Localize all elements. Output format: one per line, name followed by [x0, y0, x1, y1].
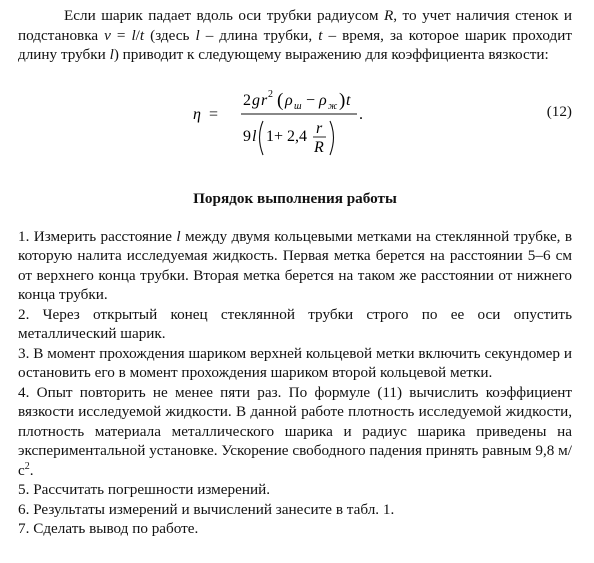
section-heading: Порядок выполнения работы — [193, 189, 397, 207]
intro-text: – длина трубки, — [199, 26, 319, 44]
formula-g: g — [252, 91, 260, 109]
list-item: 5. Рассчитать погрешности измерений. — [18, 481, 271, 498]
intro-text: , то учет наличия стенок и подстановка — [18, 7, 572, 44]
formula-close-paren: ) — [339, 89, 346, 111]
list-item: 2. Через открытый конец стеклянной трубки строго по ее оси опустить металлический шарик. — [18, 305, 572, 342]
formula-frac-num: r — [316, 119, 323, 137]
equals-sign: = — [110, 26, 132, 44]
formula-rho-zh: ρ — [319, 91, 327, 109]
formula-t: t — [346, 91, 351, 109]
symbol-l: l — [176, 227, 181, 245]
formula-open-paren: ( — [277, 89, 284, 111]
equation-number: (12) — [546, 102, 572, 120]
intro-text: ) приводит к следующему выражению для коэффициента вязкости: — [113, 46, 549, 63]
formula-big-close-paren — [330, 121, 334, 155]
formula-equals: = — [209, 105, 219, 123]
step-text: 4. Опыт повторить не менее пяти раз. По формуле (11) вычислить коэффициент вязкости исследуемой жидкости. В данной работе плотность исследуемой жидкости, плотность материала металлического шарика и радиус шарика приведены на экспериментальной установке. Ускорение свободного падения принять равным 9,8 м/с — [18, 383, 572, 479]
symbol-l: l — [131, 26, 136, 44]
step-text: . — [29, 461, 34, 479]
formula-eta: η — [193, 105, 201, 123]
symbol-l: l — [195, 26, 200, 44]
formula-frac-den: R — [314, 138, 324, 156]
slash-sign: / — [135, 26, 140, 44]
symbol-v: v — [104, 26, 111, 44]
document-page — [18, 6, 572, 539]
list-item — [18, 383, 572, 481]
formula-big-open-paren — [260, 121, 264, 155]
procedure-list — [18, 227, 572, 539]
symbol-t: t — [139, 26, 145, 44]
intro-text: – время, за которое шарик проходит длину трубки — [18, 26, 572, 63]
formula-sub-zh: ж — [328, 100, 338, 112]
list-item: 6. Результаты измерений и вычислений занесите в табл. 1. — [18, 500, 395, 518]
symbol-l: l — [109, 46, 114, 63]
list-item — [18, 227, 572, 305]
list-item: 7. Сделать вывод по работе. — [18, 520, 199, 537]
intro-text: Если шарик падает вдоль оси трубки радиусом — [64, 7, 384, 24]
formula-coef: 2,4 — [287, 127, 307, 145]
formula-num-2: 2 — [243, 91, 251, 109]
intro-paragraph — [18, 6, 572, 65]
superscript: 2 — [24, 460, 30, 472]
step-text: 1. Измерить расстояние — [18, 227, 177, 245]
formula-den-9: 9 — [243, 127, 251, 145]
step-text: между двумя кольцевыми метками на стеклянной трубке, в которую налита исследуемая жидкость. Первая метка берется на расстоянии 5–6 см от верхнего конца трубки. Вторая метка берется на таком же расстоянии от нижнего конца трубки. — [18, 227, 572, 303]
formula-block — [18, 75, 572, 167]
intro-text: (здесь — [144, 26, 196, 44]
symbol-R: R — [383, 7, 394, 24]
formula-period: . — [359, 105, 363, 123]
formula-one-plus: 1+ — [266, 127, 284, 145]
formula-rho-sh: ρ — [285, 91, 293, 109]
formula-r: r — [261, 91, 268, 109]
viscosity-formula — [193, 75, 403, 167]
symbol-t: t — [318, 26, 323, 44]
formula-r-power: 2 — [268, 88, 273, 100]
list-item: 3. В момент прохождения шариком верхней кольцевой метки включить секундомер и остановить его в момент прохождения шариком второй кольцевой метки. — [18, 344, 572, 381]
formula-minus: − — [306, 91, 316, 109]
formula-sub-sh: ш — [294, 100, 302, 112]
formula-l: l — [252, 127, 257, 145]
